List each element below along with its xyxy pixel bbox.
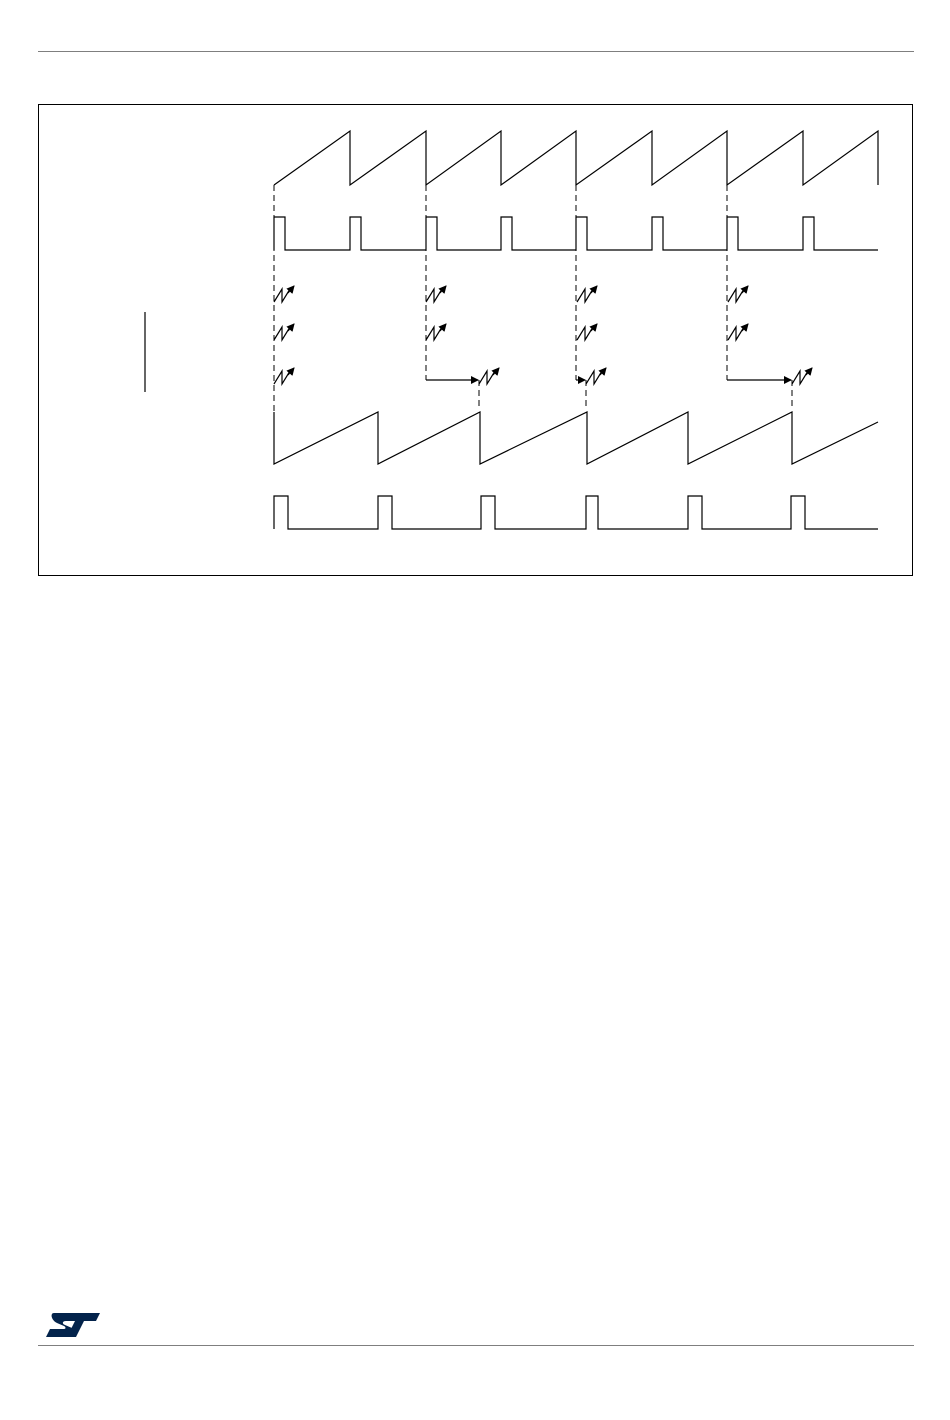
trigger-icon	[577, 286, 597, 302]
trigger-icons	[274, 286, 812, 384]
trigger-icon	[274, 368, 294, 384]
trigger-icon	[274, 324, 294, 340]
trigger-icon	[586, 368, 606, 384]
trigger-icon	[426, 286, 446, 302]
trigger-icon	[426, 324, 446, 340]
trigger-icon	[577, 324, 597, 340]
upper-ramp-waveform	[274, 131, 878, 185]
st-logo	[44, 1310, 102, 1340]
trigger-icon	[792, 368, 812, 384]
trigger-icon	[479, 368, 499, 384]
trigger-icon	[728, 324, 748, 340]
trigger-icon	[274, 286, 294, 302]
footer-rule	[38, 1345, 914, 1346]
sync-dashed-lines	[274, 185, 792, 412]
lower-pulse-waveform	[274, 496, 878, 529]
trigger-icon	[728, 286, 748, 302]
lower-ramp-waveform	[274, 412, 878, 464]
